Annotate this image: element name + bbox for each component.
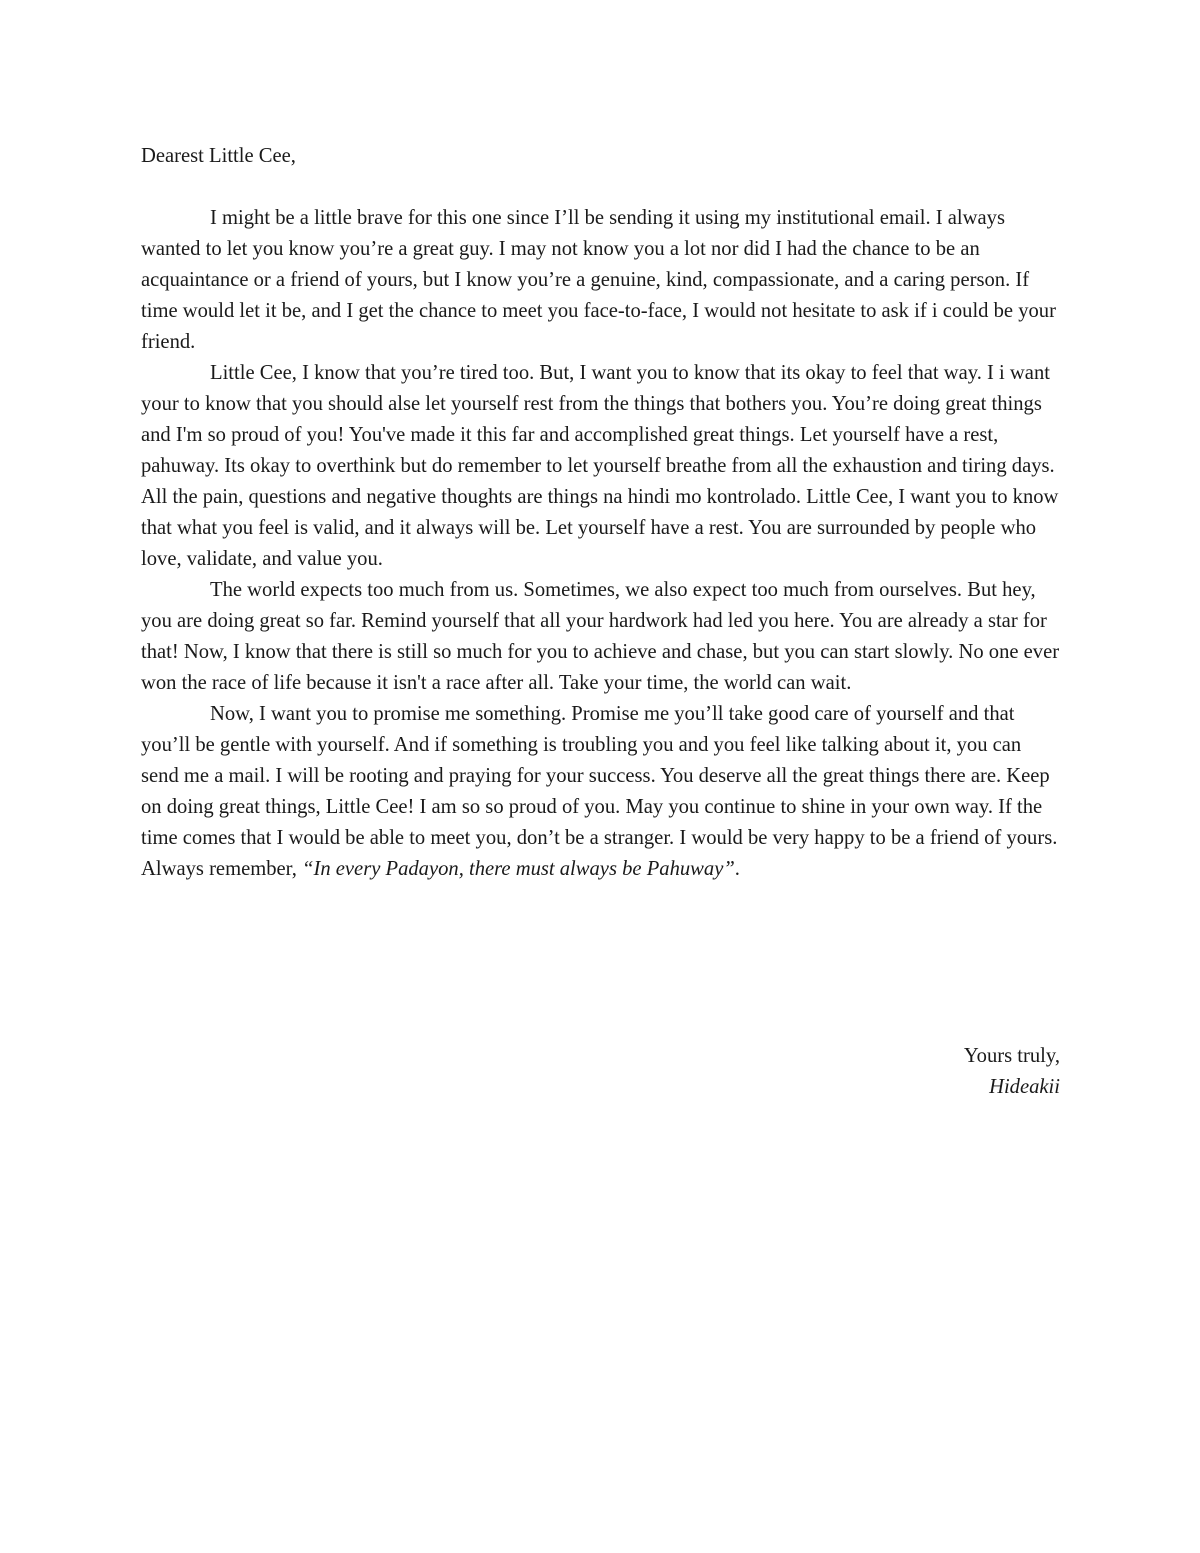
signature: Hideakii: [989, 1076, 1060, 1098]
closing-phrase: Yours truly,: [963, 1045, 1060, 1067]
final-paragraph-text: Now, I want you to promise me something. Promise me you’ll take good care of yourself and that you’ll be gentle with yourself. And if something is troubling you and you feel like talking about it, you can send me a mail. I will be rooting and praying for your success. You deserve all the great things there are. Keep on doing great things, Little Cee! I am so so proud of you. May you continue to shine in your own way. If the time comes that I would be able to meet you, don’t be a stranger. I would be very happy to be a friend of yours. Always remember,: [141, 703, 1058, 880]
final-paragraph-end: .: [734, 858, 740, 880]
letter-final-paragraph: [141, 699, 1061, 885]
letter-signoff: [0, 1041, 1060, 1103]
closing-quote: “In every Padayon, there must always be Pahuway”: [302, 858, 735, 880]
letter-body: [141, 141, 1061, 885]
letter-paragraph: I might be a little brave for this one since I’ll be sending it using my institutional email. I always wanted to let you know you’re a great guy. I may not know you a lot nor did I had the chance to be an acquaintance or a friend of yours, but I know you’re a genuine, kind, compassionate, and a caring person. If time would let it be, and I get the chance to meet you face-to-face, I would not hesitate to ask if i could be your friend.: [141, 207, 1056, 353]
letter-paragraph: The world expects too much from us. Sometimes, we also expect too much from ourselves. But hey, you are doing great so far. Remind yourself that all your hardwork had led you here. You are already a star for that! Now, I know that there is still so much for you to achieve and chase, but you can start slowly. No one ever won the race of life because it isn't a race after all. Take your time, the world can wait.: [141, 579, 1060, 694]
letter-salutation: Dearest Little Cee,: [141, 145, 296, 167]
letter-paragraph: Little Cee, I know that you’re tired too. But, I want you to know that its okay to feel that way. I i want your to know that you should alse let yourself rest from the things that bothers you. You’re doing great things and I'm so proud of you! You've made it this far and accomplished great things. Let yourself have a rest, pahuway. Its okay to overthink but do remember to let yourself breathe from all the exhaustion and tiring days. All the pain, questions and negative thoughts are things na hindi mo kontrolado. Little Cee, I want you to know that what you feel is valid, and it always will be. Let yourself have a rest. You are surrounded by people who love, validate, and value you.: [141, 362, 1059, 570]
